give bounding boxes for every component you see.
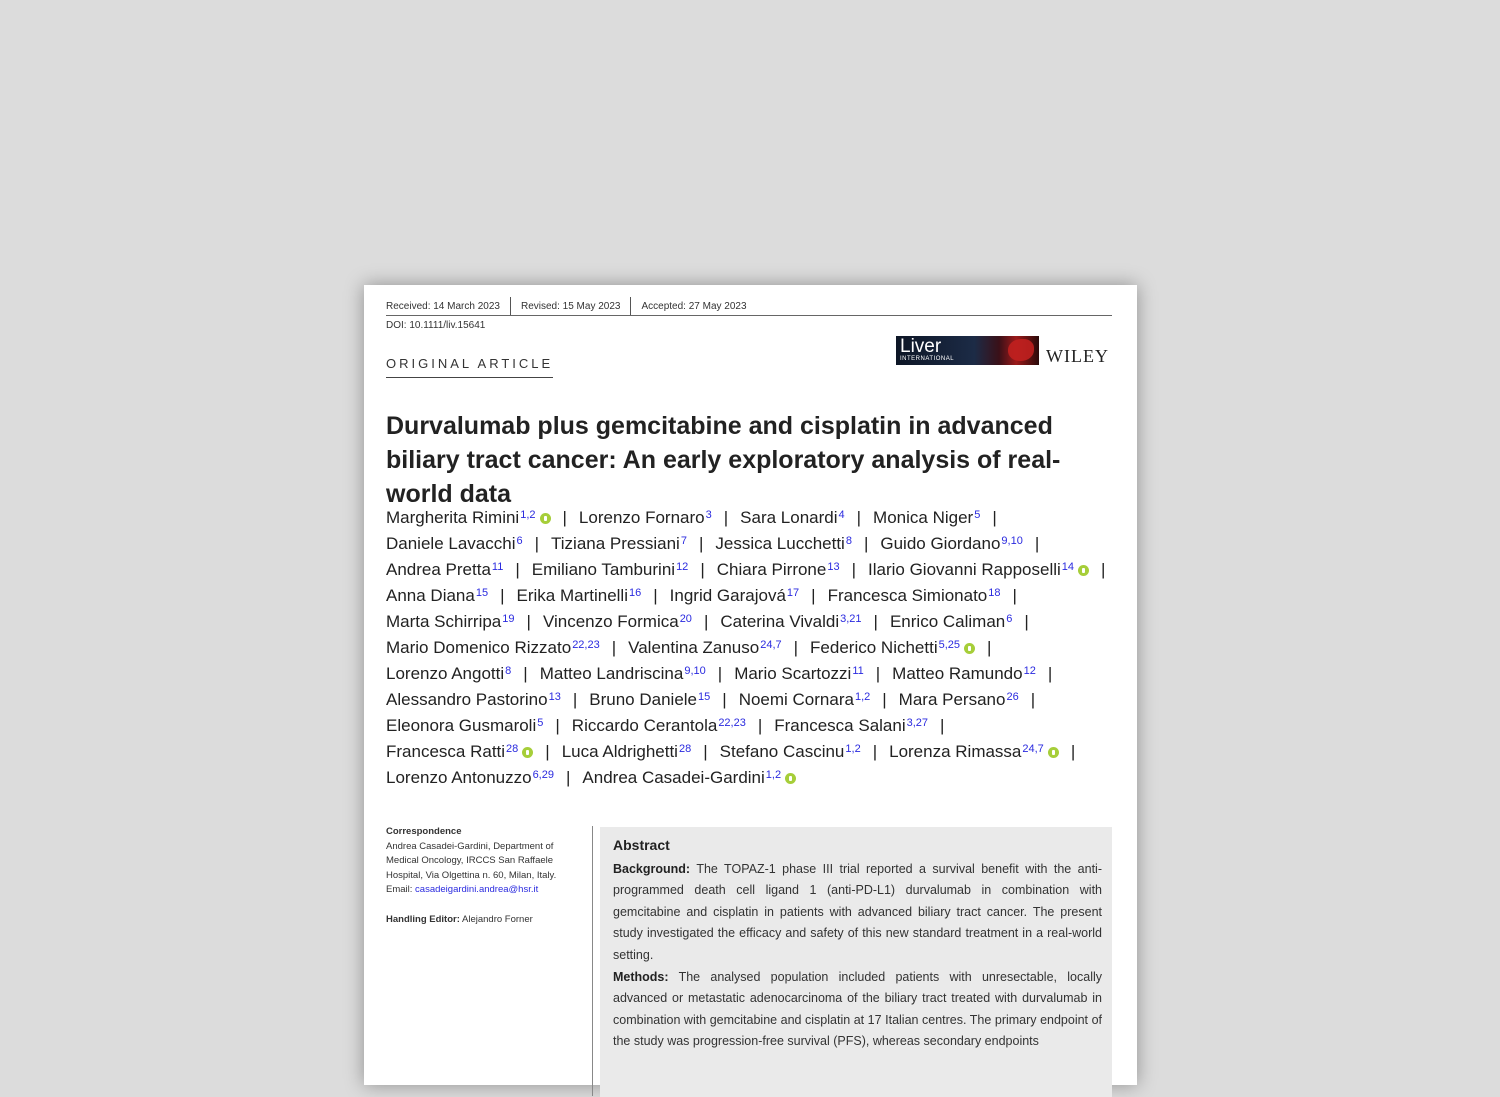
author-separator: | [851, 560, 857, 579]
author-name[interactable] [828, 586, 1029, 605]
author-name[interactable] [386, 508, 579, 527]
author-name-text: Enrico Caliman [889, 612, 1006, 631]
author-separator: | [757, 716, 763, 735]
affiliation-numbers[interactable]: 4 [838, 509, 845, 521]
editor-name: Alejandro Forner [462, 913, 533, 925]
affiliation-numbers[interactable]: 14 [1061, 561, 1075, 573]
author-name-text: Daniele Lavacchi [386, 534, 516, 553]
author-line [386, 687, 1126, 713]
author-separator: | [863, 534, 869, 553]
author-name-text: Alessandro Pastorino [386, 690, 548, 709]
author-name[interactable] [889, 742, 1087, 761]
author-name-text: Mario Domenico Rizzato [386, 638, 572, 657]
affiliation-numbers[interactable]: 28 [678, 743, 692, 755]
methods-label: Methods: [613, 969, 669, 984]
author-name[interactable] [734, 664, 892, 683]
affiliation-numbers[interactable]: 22,23 [572, 639, 600, 651]
author-name[interactable] [386, 638, 628, 657]
author-name[interactable] [532, 560, 717, 579]
author-separator: | [500, 586, 505, 605]
orcid-icon[interactable] [1048, 747, 1059, 758]
affiliation-numbers[interactable]: 20 [679, 613, 692, 625]
author-name[interactable] [562, 742, 720, 761]
affiliation-numbers[interactable]: 5 [537, 717, 544, 729]
affiliation-numbers[interactable]: 15 [475, 587, 489, 599]
email-line [386, 883, 586, 898]
affiliation-numbers[interactable]: 24,7 [1022, 743, 1044, 755]
email-link[interactable]: casadeigardini.andrea@hsr.it [415, 884, 539, 895]
author-separator: | [611, 638, 617, 657]
accepted-date: Accepted: 27 May 2023 [641, 300, 747, 312]
author-line [386, 505, 1126, 531]
author-name-text: Marta Schirripa [386, 612, 502, 631]
divider [630, 297, 631, 315]
author-line [386, 609, 1126, 635]
author-name-text: Ingrid Garajová [669, 586, 786, 605]
author-name[interactable] [740, 508, 873, 527]
orcid-icon[interactable] [540, 513, 551, 524]
affiliation-numbers[interactable]: 9,10 [1001, 535, 1023, 547]
author-separator: | [526, 612, 531, 631]
affiliation-numbers[interactable]: 6 [1006, 613, 1013, 625]
background-text: The TOPAZ-1 phase III trial reported a survival benefit with the anti-programmed death cell ligand 1 (anti-PD-L1) durvalumab in combination with gemcitabine and cisplatin in patients with advanced biliary tract cancer. The present study investigated the efficacy and safety of this new standard treatment in a real-world setting. [613, 861, 1102, 962]
publisher-logo: WILEY [1046, 346, 1109, 366]
author-separator: | [987, 638, 992, 657]
author-separator: | [555, 716, 560, 735]
author-separator: | [545, 742, 550, 761]
author-separator: | [562, 508, 567, 527]
author-name[interactable] [579, 508, 740, 527]
orcid-icon[interactable] [522, 747, 533, 758]
author-name[interactable] [543, 612, 720, 631]
author-separator: | [698, 534, 704, 553]
doi: DOI: 10.1111/liv.15641 [386, 320, 486, 331]
author-name-text: Caterina Vivaldi [720, 612, 840, 631]
author-separator: | [873, 612, 878, 631]
author-name-text: Francesca Simionato [827, 586, 988, 605]
author-name[interactable] [715, 534, 880, 553]
affiliation-numbers[interactable]: 16 [629, 587, 642, 599]
author-line [386, 557, 1126, 583]
author-name-text: Federico Nichetti [810, 638, 938, 657]
affiliation-numbers[interactable]: 1,2 [854, 691, 871, 703]
affiliation-numbers[interactable]: 19 [502, 613, 515, 625]
author-separator: | [700, 560, 705, 579]
affiliation-numbers[interactable]: 6 [516, 535, 523, 547]
author-separator: | [856, 508, 862, 527]
author-name[interactable] [720, 612, 890, 631]
affiliation-numbers[interactable]: 28 [506, 743, 519, 755]
abstract-background [613, 859, 1102, 967]
affiliation-numbers[interactable]: 12 [1023, 665, 1036, 677]
author-separator: | [523, 664, 528, 683]
affiliation-numbers[interactable]: 1,2 [765, 769, 782, 781]
liver-icon [1008, 339, 1034, 361]
email-label: Email: [386, 884, 413, 895]
author-name[interactable] [892, 664, 1064, 683]
author-line [386, 531, 1126, 557]
author-name[interactable] [589, 690, 738, 709]
author-name[interactable] [517, 586, 670, 605]
affiliation-numbers[interactable]: 13 [548, 691, 561, 703]
author-name[interactable] [386, 742, 562, 761]
affiliation-numbers[interactable]: 8 [505, 665, 512, 677]
affiliation-numbers[interactable]: 1,2 [845, 743, 861, 755]
author-name[interactable] [386, 612, 543, 631]
author-name[interactable] [670, 586, 828, 605]
affiliation-numbers[interactable]: 13 [827, 561, 840, 573]
author-name[interactable] [386, 690, 589, 709]
author-name[interactable] [628, 638, 810, 657]
author-name-text: Anna Diana [386, 586, 475, 605]
author-name-text: Bruno Daniele [589, 690, 698, 709]
journal-name: Liver [900, 336, 942, 357]
author-name-text: Lorenzo Fornaro [578, 508, 705, 527]
affiliation-numbers[interactable]: 11 [491, 561, 504, 573]
author-name-text: Tiziana Pressiani [551, 534, 680, 553]
author-line [386, 583, 1126, 609]
author-name-text: Andrea Casadei-Gardini [582, 768, 765, 787]
author-name-text: Luca Aldrighetti [561, 742, 678, 761]
column-divider [592, 826, 593, 1096]
author-name-text: Andrea Pretta [386, 560, 491, 579]
article-type: ORIGINAL ARTICLE [386, 356, 553, 378]
author-separator: | [811, 586, 816, 605]
author-name-text: Jessica Lucchetti [715, 534, 845, 553]
affiliation-numbers[interactable]: 15 [698, 691, 711, 703]
author-name-text: Riccardo Cerantola [571, 716, 718, 735]
author-name-text: Guido Giordano [880, 534, 1001, 553]
revised-date: Revised: 15 May 2023 [520, 300, 621, 312]
author-name-text: Ilario Giovanni Rapposelli [868, 560, 1061, 579]
author-name-text: Francesca Salani [774, 716, 906, 735]
affiliation-numbers[interactable]: 5 [974, 509, 981, 521]
author-name-text: Matteo Ramundo [892, 664, 1023, 683]
affiliation-numbers[interactable]: 3 [705, 509, 712, 521]
author-line [386, 713, 1126, 739]
affiliation-numbers[interactable]: 9,10 [684, 665, 706, 677]
author-name[interactable] [386, 664, 540, 683]
author-name[interactable] [774, 716, 956, 735]
article-title: Durvalumab plus gemcitabine and cisplatin in advanced biliary tract cancer: An early exploratory analysis of real-world data [386, 412, 1061, 508]
affiliation-numbers[interactable]: 7 [680, 535, 687, 547]
author-line [386, 765, 1126, 791]
author-name[interactable] [810, 638, 1003, 657]
author-name[interactable] [868, 560, 1117, 579]
author-separator: | [1030, 690, 1036, 709]
author-name-text: Sara Lonardi [740, 508, 838, 527]
author-separator: | [534, 534, 540, 553]
affiliation-numbers[interactable]: 8 [845, 535, 852, 547]
abstract-box [600, 827, 1112, 1097]
author-name-text: Lorenzo Antonuzzo [386, 768, 532, 787]
author-separator: | [565, 768, 571, 787]
orcid-icon[interactable] [785, 773, 796, 784]
author-name[interactable] [386, 716, 572, 735]
affiliation-numbers[interactable]: 3,27 [906, 717, 929, 729]
affiliation-numbers[interactable]: 17 [786, 587, 800, 599]
correspondence-address: Andrea Casadei-Gardini, Department of Medical Oncology, IRCCS San Raffaele Hospital, Via Olgettina n. 60, Milan, Italy. [386, 840, 557, 881]
orcid-icon[interactable] [1078, 565, 1089, 576]
author-name-text: Lorenzo Angotti [386, 664, 505, 683]
author-separator: | [1070, 742, 1076, 761]
author-name[interactable] [572, 716, 774, 735]
author-name[interactable] [540, 664, 734, 683]
author-name[interactable] [386, 560, 532, 579]
affiliation-numbers[interactable]: 22,23 [718, 717, 746, 729]
author-separator: | [1047, 664, 1053, 683]
divider [510, 297, 511, 315]
author-name-text: Noemi Cornara [738, 690, 854, 709]
author-name-text: Matteo Landriscina [539, 664, 684, 683]
author-separator: | [723, 508, 729, 527]
correspondence-label: Correspondence [386, 826, 462, 837]
affiliation-numbers[interactable]: 12 [676, 561, 689, 573]
author-name[interactable] [582, 768, 796, 787]
abstract-methods [613, 967, 1102, 1053]
author-name[interactable] [386, 768, 582, 787]
author-name-text: Monica Niger [873, 508, 974, 527]
author-name-text: Eleonora Gusmaroli [386, 716, 537, 735]
author-name[interactable] [890, 612, 1041, 631]
editor-label: Handling Editor: [386, 913, 460, 925]
author-name[interactable] [873, 508, 1009, 527]
affiliation-numbers[interactable]: 5,25 [938, 639, 961, 651]
author-separator: | [992, 508, 997, 527]
article-page [364, 285, 1137, 1085]
author-separator: | [875, 664, 881, 683]
handling-editor [386, 913, 586, 928]
author-separator: | [940, 716, 945, 735]
author-name[interactable] [720, 742, 889, 761]
author-name-text: Stefano Cascinu [719, 742, 845, 761]
author-separator: | [515, 560, 520, 579]
affiliation-numbers[interactable]: 26 [1006, 691, 1019, 703]
author-separator: | [1034, 534, 1040, 553]
author-name[interactable] [880, 534, 1051, 553]
author-separator: | [703, 742, 708, 761]
affiliation-numbers[interactable]: 1,2 [520, 509, 536, 521]
correspondence-panel [386, 825, 586, 927]
affiliation-numbers[interactable]: 18 [988, 587, 1001, 599]
author-name-text: Chiara Pirrone [716, 560, 827, 579]
author-separator: | [1101, 560, 1106, 579]
author-name-text: Mario Scartozzi [734, 664, 852, 683]
author-separator: | [572, 690, 578, 709]
author-line [386, 661, 1126, 687]
author-line [386, 635, 1126, 661]
methods-text: The analysed population included patients with unresectable, locally advanced or metastatic adenocarcinoma of the biliary tract treated with durvalumab in combination with gemcitabine and cisplatin at 17 Italian centres. The primary endpoint of the study was progression-free survival (PFS), whereas secondary endpoints [613, 969, 1102, 1049]
received-date: Received: 14 March 2023 [386, 300, 500, 312]
journal-subtitle: INTERNATIONAL [900, 356, 955, 362]
author-separator: | [1012, 586, 1017, 605]
author-separator: | [793, 638, 799, 657]
affiliation-numbers[interactable]: 11 [852, 665, 864, 677]
author-separator: | [722, 690, 727, 709]
author-name-text: Valentina Zanuso [628, 638, 760, 657]
orcid-icon[interactable] [964, 643, 975, 654]
author-name-text: Mara Persano [898, 690, 1006, 709]
author-separator: | [653, 586, 658, 605]
background-label: Background: [613, 861, 691, 876]
author-list [386, 505, 1126, 791]
journal-logo [896, 336, 1039, 365]
author-name[interactable] [386, 534, 551, 553]
author-separator: | [872, 742, 878, 761]
author-name-text: Erika Martinelli [516, 586, 628, 605]
affiliation-numbers[interactable]: 24,7 [760, 639, 782, 651]
author-name-text: Francesca Ratti [386, 742, 506, 761]
author-name[interactable] [386, 586, 517, 605]
author-separator: | [717, 664, 723, 683]
author-line [386, 739, 1126, 765]
author-separator: | [1024, 612, 1029, 631]
author-separator: | [882, 690, 887, 709]
article-dates [386, 297, 1112, 316]
author-name[interactable] [899, 690, 1047, 709]
author-separator: | [703, 612, 709, 631]
author-name[interactable] [717, 560, 868, 579]
abstract-heading: Abstract [613, 837, 670, 853]
author-name-text: Vincenzo Formica [542, 612, 679, 631]
affiliation-numbers[interactable]: 6,29 [532, 769, 554, 781]
author-name-text: Emiliano Tamburini [531, 560, 676, 579]
author-name[interactable] [551, 534, 715, 553]
author-name[interactable] [739, 690, 899, 709]
author-name-text: Margherita Rimini [386, 508, 520, 527]
author-name-text: Lorenza Rimassa [889, 742, 1022, 761]
affiliation-numbers[interactable]: 3,21 [840, 613, 862, 625]
